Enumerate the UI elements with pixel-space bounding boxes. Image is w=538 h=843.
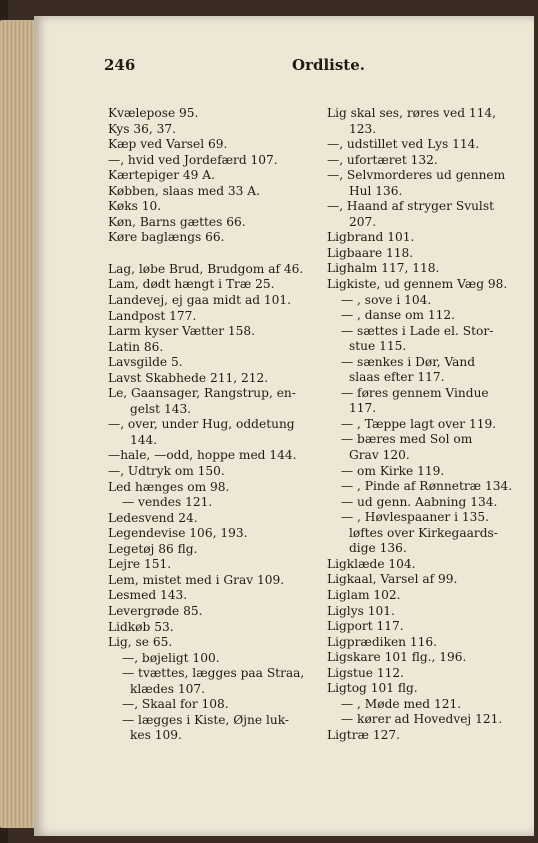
index-entry: Levergrøde 85. <box>108 603 203 618</box>
index-entry: — bæres med Sol om <box>341 432 473 447</box>
index-entry: kes 109. <box>130 728 182 743</box>
index-entry: — ud genn. Aabning 134. <box>341 494 498 509</box>
index-entry: 123. <box>349 121 377 136</box>
index-entry: —, ufortæret 132. <box>327 152 438 167</box>
index-entry: Legendevise 106, 193. <box>108 526 248 541</box>
index-entry: — kører ad Hovedvej 121. <box>341 712 503 727</box>
index-entry: Larm kyser Vætter 158. <box>108 324 256 339</box>
index-entry: Lesmed 143. <box>108 588 188 603</box>
index-column-right <box>327 106 513 743</box>
index-entry: —, over, under Hug, oddetung <box>108 417 295 432</box>
index-entry: Kys 36, 37. <box>108 121 176 136</box>
index-entry: —, Skaal for 108. <box>122 697 229 712</box>
index-entry: Ledesvend 24. <box>108 510 198 525</box>
index-column-left <box>108 106 308 744</box>
index-entry: Latin 86. <box>108 339 164 354</box>
index-entry: —, bøjeligt 100. <box>122 650 220 665</box>
index-entry: — sænkes i Dør, Vand <box>341 354 476 369</box>
index-entry: Køre baglængs 66. <box>108 230 225 245</box>
index-entry: — vendes 121. <box>122 495 213 510</box>
index-entry: Landpost 177. <box>108 308 197 323</box>
index-entry: Ligport 117. <box>327 619 404 634</box>
index-entry: — , Tæppe lagt over 119. <box>341 416 497 431</box>
index-entry: — tvættes, lægges paa Straa, <box>122 666 305 681</box>
index-entry: Lig skal ses, røres ved 114, <box>327 106 497 120</box>
index-entry: Lam, dødt hængt i Træ 25. <box>108 277 275 292</box>
index-entry: —, udstillet ved Lys 114. <box>327 137 480 152</box>
index-entry: Ligbrand 101. <box>327 230 415 245</box>
index-entry: —, Udtryk om 150. <box>108 464 225 479</box>
index-entry: Kærtepiger 49 A. <box>108 168 215 183</box>
index-entry: — , Pinde af Rønnetræ 134. <box>341 479 513 494</box>
index-entry: Lavst Skabhede 211, 212. <box>108 370 269 385</box>
running-title: Ordliste. <box>292 56 365 74</box>
index-entry: Led hænges om 98. <box>108 479 230 494</box>
index-entry: Le, Gaansager, Rangstrup, en- <box>108 386 296 401</box>
index-entry: Ligtræ 127. <box>327 727 400 742</box>
index-entry: Ligkaal, Varsel af 99. <box>327 572 458 587</box>
index-entry: Lighalm 117, 118. <box>327 261 440 276</box>
index-entry: Kæp ved Varsel 69. <box>108 137 228 152</box>
index-entry: — , Høvlespaaner i 135. <box>341 510 490 525</box>
index-entry: Lavsgilde 5. <box>108 355 183 370</box>
index-entry: Lig, se 65. <box>108 635 173 650</box>
index-entry: Ligtog 101 flg. <box>327 681 418 696</box>
index-entry: —, Selvmorderes ud gennem <box>327 168 506 183</box>
index-entry: — føres gennem Vindue <box>341 385 489 400</box>
index-entry: —, Haand af stryger Svulst <box>327 199 494 214</box>
index-entry: Køn, Barns gættes 66. <box>108 214 246 229</box>
index-entry: Liglam 102. <box>327 587 401 602</box>
index-entry: Ligskare 101 flg., 196. <box>327 650 467 665</box>
index-entry: — om Kirke 119. <box>341 463 445 478</box>
book-page-edges <box>0 20 36 828</box>
index-entry: Ligkiste, ud gennem Væg 98. <box>327 277 508 292</box>
index-entry: Liglys 101. <box>327 603 395 618</box>
index-entry: Landevej, ej gaa midt ad 101. <box>108 293 292 308</box>
index-entry: 144. <box>130 432 158 447</box>
index-entry: Kvælepose 95. <box>108 106 199 120</box>
index-entry: —, hvid ved Jordefærd 107. <box>108 152 278 167</box>
index-entry: Ligprædiken 116. <box>327 634 438 649</box>
index-entry: stue 115. <box>349 339 407 354</box>
page-header <box>104 56 504 76</box>
index-entry: Ligstue 112. <box>327 665 405 680</box>
index-entry: slaas efter 117. <box>349 370 445 385</box>
index-entry: klædes 107. <box>130 681 206 696</box>
index-entry: Legetøj 86 flg. <box>108 541 198 556</box>
index-entry: Ligklæde 104. <box>327 556 416 571</box>
section-gap <box>108 246 308 262</box>
index-entry: Ligbaare 118. <box>327 245 414 260</box>
index-entry: løftes over Kirkegaards- <box>349 525 498 540</box>
index-entry: Lem, mistet med i Grav 109. <box>108 572 285 587</box>
index-entry: Købben, slaas med 33 A. <box>108 183 260 198</box>
index-entry: —hale, —odd, hoppe med 144. <box>108 448 297 463</box>
index-entry: — lægges i Kiste, Øjne luk- <box>122 712 289 727</box>
index-entry: Lidkøb 53. <box>108 619 174 634</box>
index-entry: Køks 10. <box>108 199 162 214</box>
index-entry: Lag, løbe Brud, Brudgom af 46. <box>108 261 304 276</box>
index-entry: 117. <box>349 401 377 416</box>
index-entry: — , Møde med 121. <box>341 696 462 711</box>
index-entry: — sættes i Lade el. Stor- <box>341 323 494 338</box>
index-entry: Hul 136. <box>349 183 403 198</box>
index-entry: Lejre 151. <box>108 557 172 572</box>
index-entry: — , danse om 112. <box>341 308 455 323</box>
page-number: 246 <box>104 56 136 74</box>
index-entry: — , sove i 104. <box>341 292 432 307</box>
index-entry: 207. <box>349 214 377 229</box>
index-entry: Grav 120. <box>349 448 410 463</box>
index-entry: gelst 143. <box>130 401 192 416</box>
index-entry: dige 136. <box>349 541 407 556</box>
